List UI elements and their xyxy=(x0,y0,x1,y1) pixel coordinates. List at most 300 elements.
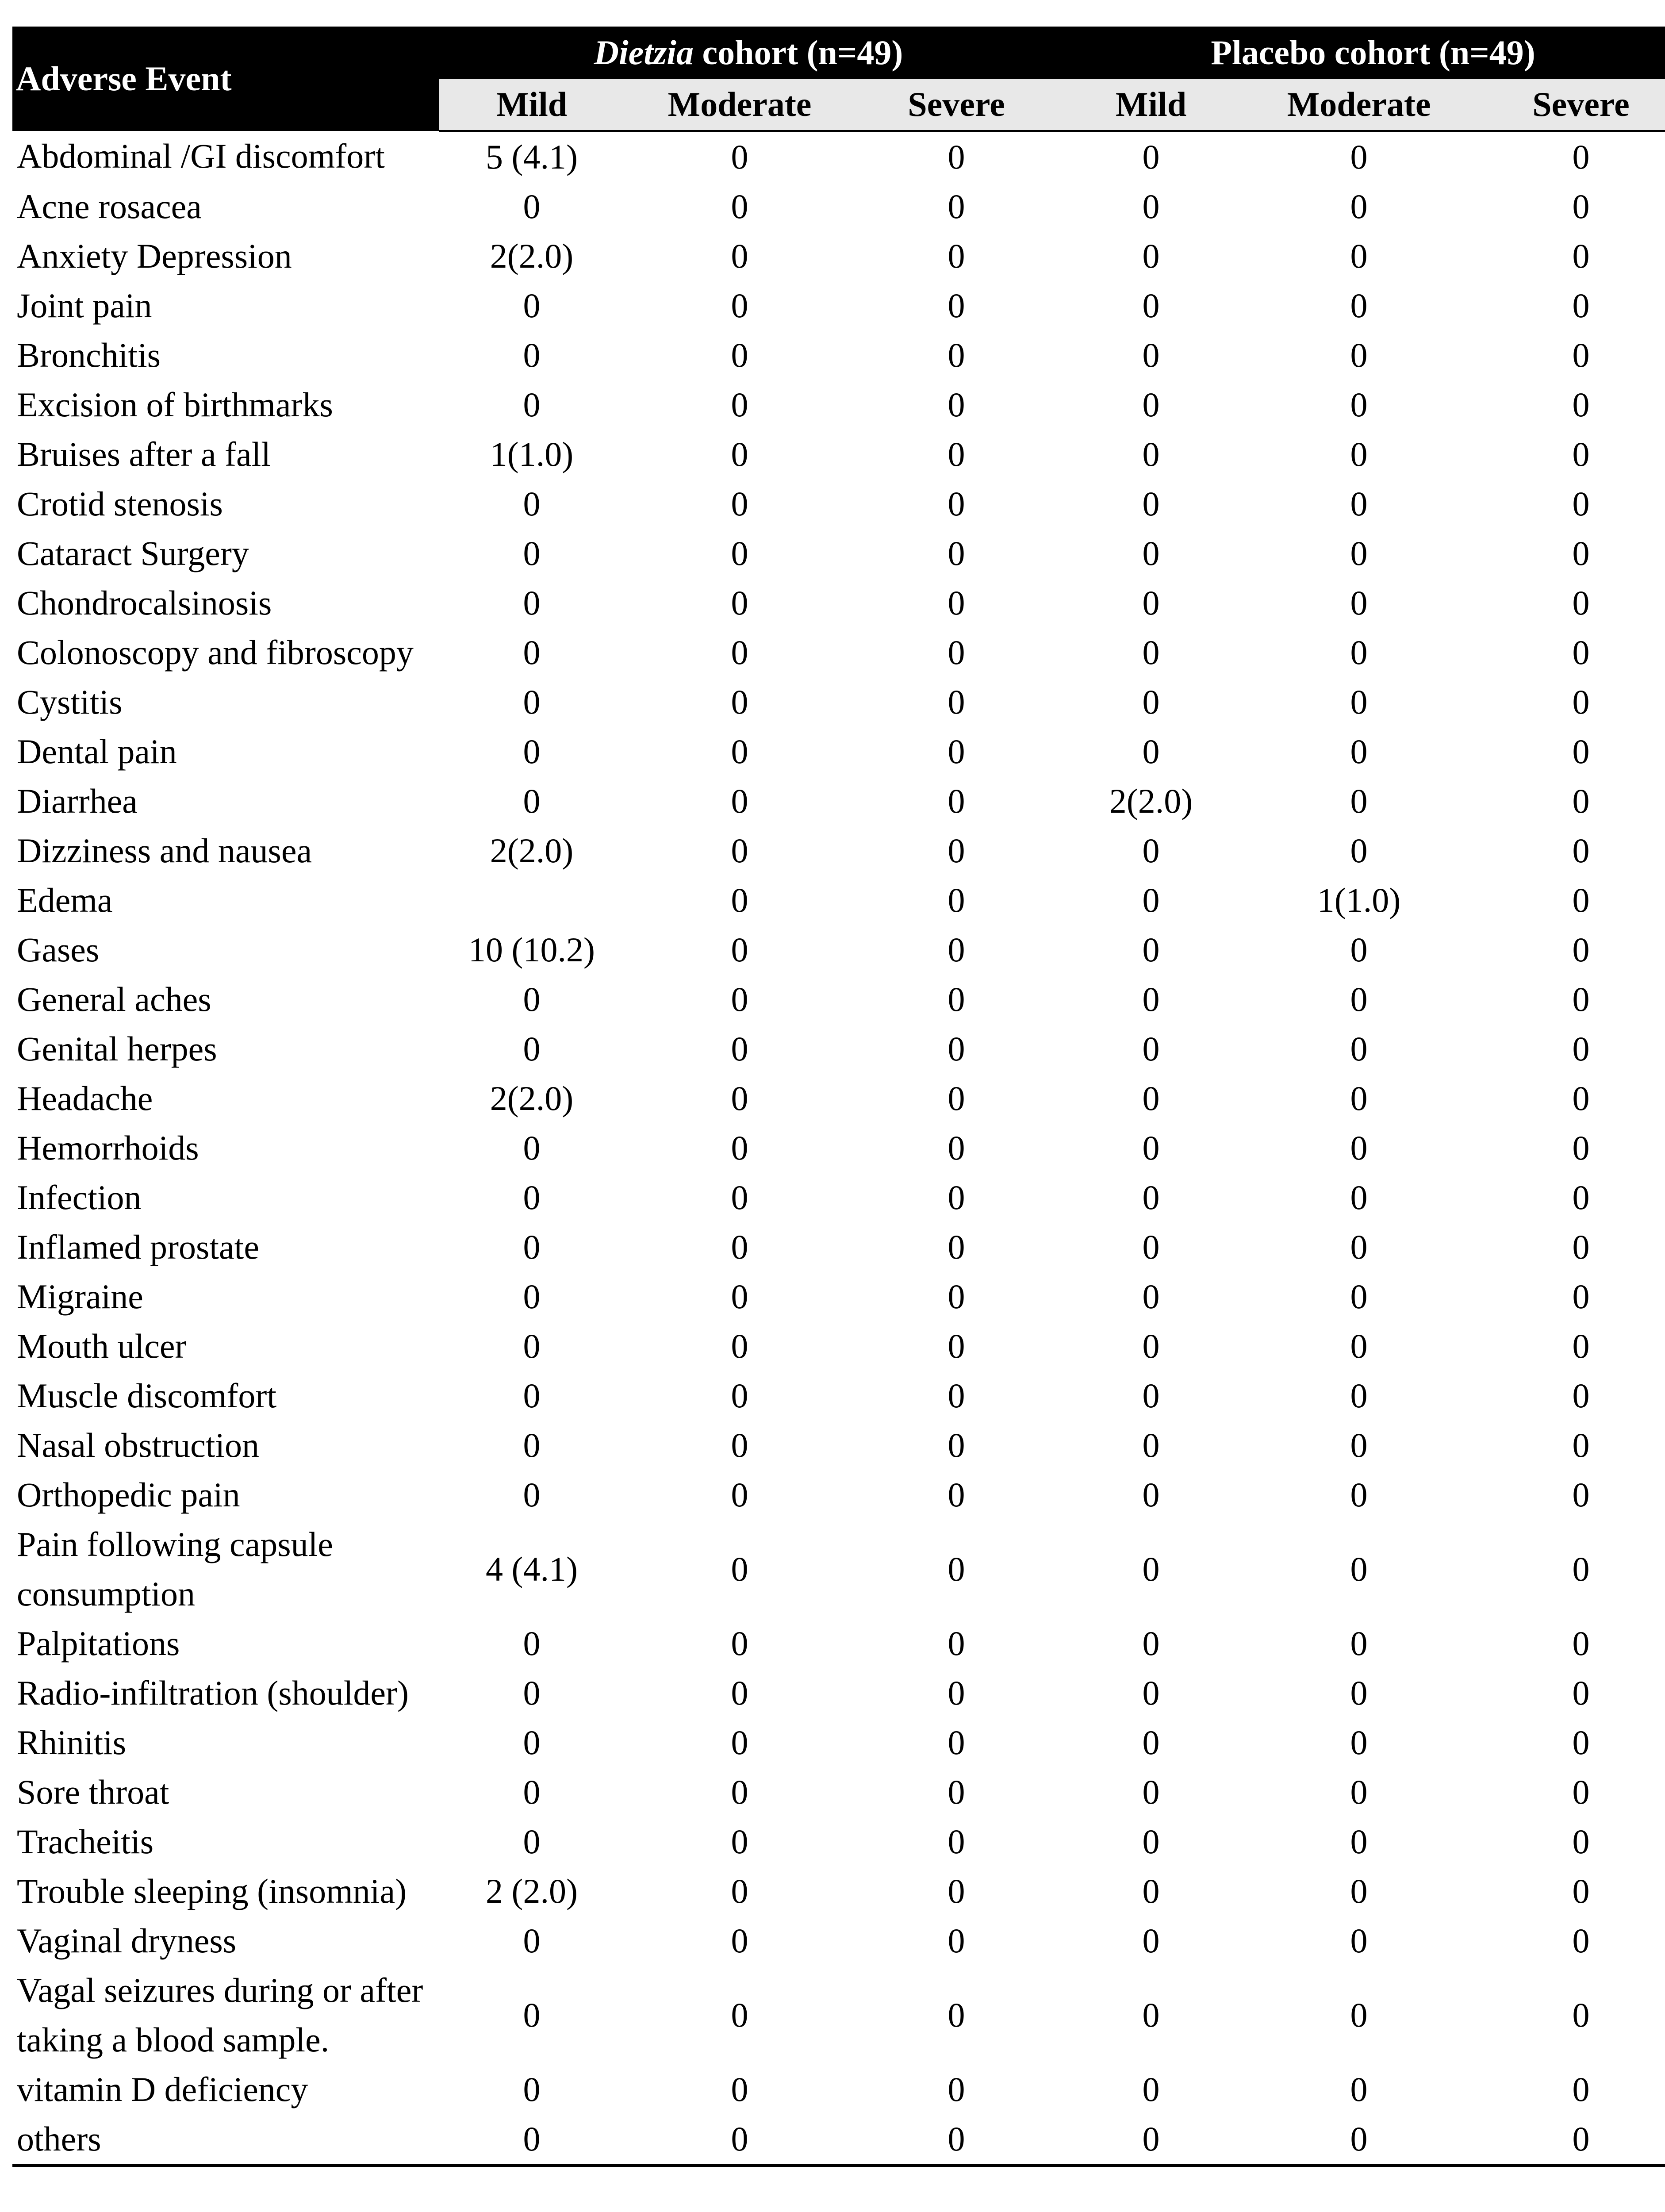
dietzia-mild-cell: 0 xyxy=(523,1995,541,2034)
table-row xyxy=(12,1718,1665,1767)
placebo-mild-cell: 0 xyxy=(1142,335,1160,374)
placebo-mild-cell: 0 xyxy=(1142,732,1160,771)
dietzia-moderate-cell: 0 xyxy=(731,1475,748,1514)
adverse-event-cell: Vaginal dryness xyxy=(17,1921,237,1960)
dietzia-moderate-cell: 0 xyxy=(731,1772,748,1811)
table-row xyxy=(12,529,1665,578)
placebo-moderate-cell: 0 xyxy=(1350,1277,1368,1316)
placebo-mild-cell: 0 xyxy=(1142,187,1160,226)
table-row xyxy=(12,578,1665,628)
dietzia-moderate-cell: 0 xyxy=(731,286,748,325)
dietzia-severe-cell: 0 xyxy=(948,2070,965,2108)
dietzia-mild-cell: 0 xyxy=(523,1178,541,1217)
placebo-severe-cell: 0 xyxy=(1572,1822,1590,1861)
dietzia-mild-cell: 0 xyxy=(523,1277,541,1316)
placebo-severe-cell: 0 xyxy=(1572,1475,1590,1514)
placebo-severe-header: Severe xyxy=(1474,79,1665,131)
dietzia-mild-cell: 5 (4.1) xyxy=(486,137,578,176)
dietzia-moderate-cell: 0 xyxy=(625,2114,855,2166)
placebo-severe-cell: 0 xyxy=(1572,1079,1590,1118)
dietzia-severe-cell: 0 xyxy=(948,385,965,424)
table-row xyxy=(12,1520,1665,1619)
placebo-moderate-cell: 1(1.0) xyxy=(1317,880,1401,919)
dietzia-severe-cell: 0 xyxy=(948,831,965,870)
table-row xyxy=(12,1222,1665,1272)
placebo-severe-cell: 0 xyxy=(1572,781,1590,820)
dietzia-severe-cell: 0 xyxy=(948,1079,965,1118)
dietzia-severe-cell: 0 xyxy=(948,1995,965,2034)
dietzia-moderate-cell: 0 xyxy=(731,1326,748,1365)
table-row xyxy=(12,1321,1665,1371)
dietzia-severe-cell: 0 xyxy=(948,1227,965,1266)
adverse-event-cell: Chondrocalsinosis xyxy=(17,583,272,622)
adverse-event-cell: Crotid stenosis xyxy=(17,484,223,523)
placebo-mild-cell: 0 xyxy=(1142,682,1160,721)
table-row xyxy=(12,1371,1665,1421)
placebo-mild-cell: 0 xyxy=(1142,1921,1160,1960)
placebo-moderate-cell: 0 xyxy=(1350,2070,1368,2108)
dietzia-severe-cell: 0 xyxy=(948,979,965,1018)
dietzia-mild-cell: 0 xyxy=(523,1475,541,1514)
adverse-event-cell: Bruises after a fall xyxy=(17,434,271,473)
placebo-mild-cell: 0 xyxy=(1142,1673,1160,1712)
dietzia-severe-cell: 0 xyxy=(948,682,965,721)
dietzia-severe-cell: 0 xyxy=(948,1723,965,1762)
adverse-event-cell: Dizziness and nausea xyxy=(17,831,312,870)
placebo-moderate-cell: 0 xyxy=(1350,781,1368,820)
placebo-moderate-cell: 0 xyxy=(1350,583,1368,622)
dietzia-severe-cell: 0 xyxy=(948,732,965,771)
dietzia-moderate-cell: 0 xyxy=(731,1921,748,1960)
dietzia-moderate-cell: 0 xyxy=(731,1178,748,1217)
dietzia-moderate-cell: 0 xyxy=(731,187,748,226)
table-row xyxy=(12,1470,1665,1520)
dietzia-moderate-cell: 0 xyxy=(731,1723,748,1762)
dietzia-severe-cell: 0 xyxy=(948,187,965,226)
dietzia-severe-cell: 0 xyxy=(948,534,965,572)
placebo-severe-cell: 0 xyxy=(1572,682,1590,721)
placebo-severe-cell: 0 xyxy=(1572,2070,1590,2108)
dietzia-moderate-cell: 0 xyxy=(731,434,748,473)
adverse-event-cell: Anxiety Depression xyxy=(17,236,292,275)
table-row xyxy=(12,380,1665,430)
table-row xyxy=(12,281,1665,330)
dietzia-severe-cell: 0 xyxy=(948,633,965,672)
dietzia-severe-cell: 0 xyxy=(948,1326,965,1365)
placebo-moderate-cell: 0 xyxy=(1350,1029,1368,1068)
adverse-event-cell: Cystitis xyxy=(17,682,123,721)
placebo-moderate-cell: 0 xyxy=(1350,484,1368,523)
adverse-event-cell: others xyxy=(12,2114,439,2166)
adverse-event-cell: Joint pain xyxy=(17,286,152,325)
dietzia-mild-cell xyxy=(439,876,625,925)
dietzia-severe-cell: 0 xyxy=(948,1376,965,1415)
dietzia-moderate-cell: 0 xyxy=(731,682,748,721)
placebo-moderate-cell: 0 xyxy=(1350,930,1368,969)
dietzia-mild-cell: 2(2.0) xyxy=(490,236,574,275)
dietzia-moderate-cell: 0 xyxy=(731,1128,748,1167)
table-row xyxy=(12,975,1665,1024)
dietzia-severe-cell: 0 xyxy=(948,1921,965,1960)
placebo-moderate-cell: 0 xyxy=(1350,1178,1368,1217)
placebo-moderate-cell: 0 xyxy=(1350,286,1368,325)
dietzia-moderate-cell: 0 xyxy=(731,880,748,919)
adverse-event-cell: Sore throat xyxy=(17,1772,169,1811)
dietzia-moderate-cell: 0 xyxy=(731,1822,748,1861)
dietzia-mild-cell: 2(2.0) xyxy=(490,831,574,870)
placebo-moderate-cell: 0 xyxy=(1350,534,1368,572)
placebo-mild-cell: 0 xyxy=(1142,137,1160,176)
placebo-severe-cell: 0 xyxy=(1474,2114,1665,2166)
placebo-mild-cell: 0 xyxy=(1142,484,1160,523)
dietzia-mild-cell: 0 xyxy=(523,1772,541,1811)
dietzia-mild-cell: 0 xyxy=(523,2070,541,2108)
table-row xyxy=(12,479,1665,529)
dietzia-moderate-cell: 0 xyxy=(731,1376,748,1415)
placebo-mild-cell: 0 xyxy=(1142,1822,1160,1861)
placebo-severe-cell: 0 xyxy=(1572,633,1590,672)
placebo-mild-cell: 0 xyxy=(1142,1624,1160,1663)
placebo-moderate-cell: 0 xyxy=(1350,1624,1368,1663)
dietzia-mild-cell: 0 xyxy=(523,1723,541,1762)
dietzia-severe-cell: 0 xyxy=(948,1178,965,1217)
dietzia-mild-cell: 4 (4.1) xyxy=(486,1549,578,1588)
placebo-severe-cell: 0 xyxy=(1572,1723,1590,1762)
dietzia-moderate-cell: 0 xyxy=(731,781,748,820)
placebo-mild-cell: 0 xyxy=(1142,633,1160,672)
dietzia-mild-cell: 0 xyxy=(439,2114,625,2166)
dietzia-moderate-cell: 0 xyxy=(731,583,748,622)
placebo-mild-cell: 0 xyxy=(1142,880,1160,919)
placebo-moderate-cell: 0 xyxy=(1350,137,1368,176)
table-row xyxy=(12,231,1665,281)
table-row xyxy=(12,925,1665,975)
adverse-event-cell: Genital herpes xyxy=(17,1029,217,1068)
placebo-moderate-header: Moderate xyxy=(1244,79,1474,131)
adverse-event-cell: Colonoscopy and fibroscopy xyxy=(17,633,414,672)
adverse-event-cell: Mouth ulcer xyxy=(17,1326,187,1365)
placebo-severe-cell: 0 xyxy=(1572,1995,1590,2034)
placebo-moderate-cell: 0 xyxy=(1350,633,1368,672)
placebo-severe-cell: 0 xyxy=(1572,335,1590,374)
table-header xyxy=(12,27,1665,131)
placebo-moderate-cell: 0 xyxy=(1350,236,1368,275)
dietzia-severe-cell: 0 xyxy=(948,1624,965,1663)
dietzia-mild-cell: 0 xyxy=(523,187,541,226)
dietzia-mild-cell: 0 xyxy=(523,1128,541,1167)
placebo-severe-cell: 0 xyxy=(1572,880,1590,919)
adverse-event-cell: Pain following capsule consumption xyxy=(17,1525,333,1613)
dietzia-mild-cell: 0 xyxy=(523,1673,541,1712)
dietzia-moderate-cell: 0 xyxy=(731,1871,748,1910)
placebo-moderate-cell: 0 xyxy=(1350,1475,1368,1514)
dietzia-moderate-cell: 0 xyxy=(731,236,748,275)
adverse-event-cell: Bronchitis xyxy=(17,335,161,374)
placebo-mild-cell: 0 xyxy=(1142,1723,1160,1762)
placebo-severe-cell: 0 xyxy=(1572,534,1590,572)
placebo-moderate-cell: 0 xyxy=(1350,335,1368,374)
placebo-cohort-header: Placebo cohort (n=49) xyxy=(1058,27,1665,79)
dietzia-severe-cell: 0 xyxy=(948,1425,965,1464)
placebo-severe-cell: 0 xyxy=(1572,236,1590,275)
placebo-severe-cell: 0 xyxy=(1572,732,1590,771)
dietzia-severe-cell: 0 xyxy=(948,880,965,919)
table-body xyxy=(12,131,1665,2165)
table-row xyxy=(12,1024,1665,1074)
dietzia-moderate-cell: 0 xyxy=(731,484,748,523)
adverse-event-cell: vitamin D deficiency xyxy=(17,2070,308,2108)
dietzia-moderate-cell: 0 xyxy=(731,137,748,176)
dietzia-moderate-cell: 0 xyxy=(731,1549,748,1588)
dietzia-moderate-cell: 0 xyxy=(731,831,748,870)
dietzia-severe-cell: 0 xyxy=(948,1673,965,1712)
dietzia-severe-cell: 0 xyxy=(948,1029,965,1068)
placebo-moderate-cell: 0 xyxy=(1350,1227,1368,1266)
dietzia-severe-cell: 0 xyxy=(948,1277,965,1316)
dietzia-mild-cell: 0 xyxy=(523,534,541,572)
dietzia-mild-cell: 0 xyxy=(523,1326,541,1365)
dietzia-mild-cell: 1(1.0) xyxy=(490,434,574,473)
table-row xyxy=(12,677,1665,727)
placebo-severe-cell: 0 xyxy=(1572,1376,1590,1415)
adverse-event-cell: Dental pain xyxy=(17,732,177,771)
table-row xyxy=(12,876,1665,925)
table-row xyxy=(12,330,1665,380)
table-row xyxy=(12,430,1665,479)
table-row xyxy=(12,1074,1665,1123)
placebo-moderate-cell: 0 xyxy=(1350,1871,1368,1910)
placebo-mild-cell: 0 xyxy=(1142,385,1160,424)
placebo-moderate-cell: 0 xyxy=(1350,434,1368,473)
dietzia-moderate-cell: 0 xyxy=(731,385,748,424)
placebo-severe-cell: 0 xyxy=(1572,385,1590,424)
dietzia-mild-cell: 0 xyxy=(523,286,541,325)
placebo-severe-cell: 0 xyxy=(1572,137,1590,176)
dietzia-moderate-cell: 0 xyxy=(731,633,748,672)
placebo-severe-cell: 0 xyxy=(1572,1128,1590,1167)
placebo-severe-cell: 0 xyxy=(1572,434,1590,473)
table-row xyxy=(12,1767,1665,1817)
dietzia-severe-cell: 0 xyxy=(855,2114,1058,2166)
dietzia-severe-cell: 0 xyxy=(948,335,965,374)
adverse-event-cell: Headache xyxy=(17,1079,153,1118)
placebo-mild-cell: 0 xyxy=(1142,930,1160,969)
placebo-mild-cell: 0 xyxy=(1142,534,1160,572)
placebo-severe-cell: 0 xyxy=(1572,831,1590,870)
adverse-event-cell: Acne rosacea xyxy=(17,187,202,226)
dietzia-severe-cell: 0 xyxy=(948,236,965,275)
placebo-moderate-cell: 0 xyxy=(1350,1921,1368,1960)
placebo-mild-cell: 0 xyxy=(1142,434,1160,473)
adverse-event-cell: Nasal obstruction xyxy=(17,1425,260,1464)
dietzia-mild-cell: 0 xyxy=(523,1376,541,1415)
table-row xyxy=(12,1817,1665,1866)
placebo-mild-cell: 0 xyxy=(1142,1128,1160,1167)
table-row xyxy=(12,2065,1665,2114)
dietzia-mild-cell: 0 xyxy=(523,682,541,721)
adverse-event-header: Adverse Event xyxy=(12,27,439,131)
adverse-event-cell: Muscle discomfort xyxy=(17,1376,277,1415)
placebo-severe-cell: 0 xyxy=(1572,484,1590,523)
placebo-severe-cell: 0 xyxy=(1572,979,1590,1018)
adverse-event-cell: Trouble sleeping (insomnia) xyxy=(17,1871,407,1910)
dietzia-severe-cell: 0 xyxy=(948,1772,965,1811)
dietzia-mild-cell: 10 (10.2) xyxy=(468,930,595,969)
adverse-event-cell: Tracheitis xyxy=(17,1822,154,1861)
dietzia-mild-cell: 0 xyxy=(523,335,541,374)
dietzia-moderate-cell: 0 xyxy=(731,335,748,374)
adverse-events-table xyxy=(12,27,1665,2167)
dietzia-severe-cell: 0 xyxy=(948,484,965,523)
placebo-severe-cell: 0 xyxy=(1572,930,1590,969)
table-row xyxy=(12,776,1665,826)
adverse-event-cell: Edema xyxy=(17,880,113,919)
dietzia-mild-cell: 0 xyxy=(523,583,541,622)
table-row xyxy=(12,1272,1665,1321)
dietzia-mild-cell: 0 xyxy=(523,1425,541,1464)
table-row xyxy=(12,1421,1665,1470)
adverse-event-cell: Radio-infiltration (shoulder) xyxy=(17,1673,409,1712)
placebo-severe-cell: 0 xyxy=(1572,1029,1590,1068)
table-row xyxy=(12,1668,1665,1718)
table-row xyxy=(12,628,1665,677)
placebo-moderate-cell: 0 xyxy=(1350,979,1368,1018)
dietzia-mild-cell: 0 xyxy=(523,633,541,672)
dietzia-moderate-cell: 0 xyxy=(731,930,748,969)
dietzia-severe-cell: 0 xyxy=(948,434,965,473)
placebo-severe-cell: 0 xyxy=(1572,1921,1590,1960)
placebo-mild-header: Mild xyxy=(1058,79,1244,131)
dietzia-severe-cell: 0 xyxy=(948,1549,965,1588)
placebo-severe-cell: 0 xyxy=(1572,1673,1590,1712)
adverse-event-cell: Hemorrhoids xyxy=(17,1128,199,1167)
dietzia-moderate-cell: 0 xyxy=(731,1227,748,1266)
dietzia-severe-header: Severe xyxy=(855,79,1058,131)
adverse-event-cell: Inflamed prostate xyxy=(17,1227,259,1266)
placebo-moderate-cell: 0 xyxy=(1350,1128,1368,1167)
placebo-moderate-cell: 0 xyxy=(1350,1723,1368,1762)
placebo-severe-cell: 0 xyxy=(1572,286,1590,325)
table-row xyxy=(12,1619,1665,1668)
placebo-mild-cell: 0 xyxy=(1142,831,1160,870)
dietzia-moderate-cell: 0 xyxy=(731,534,748,572)
adverse-event-cell: Excision of birthmarks xyxy=(17,385,333,424)
placebo-severe-cell: 0 xyxy=(1572,1227,1590,1266)
dietzia-mild-cell: 0 xyxy=(523,1921,541,1960)
dietzia-severe-cell: 0 xyxy=(948,1128,965,1167)
placebo-mild-cell: 0 xyxy=(1142,1475,1160,1514)
placebo-mild-cell: 0 xyxy=(1142,286,1160,325)
placebo-moderate-cell: 0 xyxy=(1350,1673,1368,1712)
placebo-severe-cell: 0 xyxy=(1572,187,1590,226)
adverse-event-cell: Palpitations xyxy=(17,1624,180,1663)
placebo-mild-cell: 0 xyxy=(1142,1772,1160,1811)
dietzia-moderate-cell: 0 xyxy=(731,1673,748,1712)
dietzia-severe-cell: 0 xyxy=(948,583,965,622)
dietzia-severe-cell: 0 xyxy=(948,1871,965,1910)
dietzia-mild-cell: 2 (2.0) xyxy=(486,1871,578,1910)
dietzia-mild-header: Mild xyxy=(439,79,625,131)
placebo-severe-cell: 0 xyxy=(1572,1549,1590,1588)
placebo-moderate-cell: 0 xyxy=(1350,187,1368,226)
placebo-severe-cell: 0 xyxy=(1572,1425,1590,1464)
table-row xyxy=(12,1866,1665,1916)
dietzia-mild-cell: 0 xyxy=(523,385,541,424)
adverse-event-cell: Infection xyxy=(17,1178,142,1217)
placebo-mild-cell: 0 xyxy=(1142,1079,1160,1118)
placebo-mild-cell: 2(2.0) xyxy=(1109,781,1193,820)
dietzia-mild-cell: 0 xyxy=(523,1227,541,1266)
table-row xyxy=(12,1966,1665,2065)
adverse-event-cell: Vagal seizures during or after taking a blood sample. xyxy=(17,1970,423,2059)
placebo-mild-cell: 0 xyxy=(1142,1029,1160,1068)
placebo-mild-cell: 0 xyxy=(1142,979,1160,1018)
placebo-severe-cell: 0 xyxy=(1572,1871,1590,1910)
table-row xyxy=(12,1123,1665,1173)
dietzia-moderate-header: Moderate xyxy=(625,79,855,131)
dietzia-severe-cell: 0 xyxy=(948,1475,965,1514)
dietzia-mild-cell: 0 xyxy=(523,1029,541,1068)
placebo-mild-cell: 0 xyxy=(1142,1376,1160,1415)
dietzia-moderate-cell: 0 xyxy=(731,1425,748,1464)
dietzia-severe-cell: 0 xyxy=(948,286,965,325)
placebo-moderate-cell: 0 xyxy=(1350,1549,1368,1588)
dietzia-cohort-header xyxy=(439,27,1058,79)
adverse-event-cell: Rhinitis xyxy=(17,1723,127,1762)
dietzia-cohort-size: cohort (n=49) xyxy=(693,33,903,72)
placebo-moderate-cell: 0 xyxy=(1350,1822,1368,1861)
placebo-severe-cell: 0 xyxy=(1572,1277,1590,1316)
dietzia-severe-cell: 0 xyxy=(948,1822,965,1861)
table-row xyxy=(12,131,1665,182)
adverse-event-cell: Diarrhea xyxy=(17,781,138,820)
placebo-moderate-cell: 0 xyxy=(1350,1376,1368,1415)
placebo-moderate-cell: 0 xyxy=(1244,2114,1474,2166)
table-row xyxy=(12,826,1665,876)
header-group-row xyxy=(12,27,1665,79)
adverse-event-cell: Gases xyxy=(17,930,100,969)
dietzia-severe-cell: 0 xyxy=(948,781,965,820)
dietzia-severe-cell: 0 xyxy=(948,137,965,176)
placebo-moderate-cell: 0 xyxy=(1350,385,1368,424)
dietzia-moderate-cell: 0 xyxy=(731,1995,748,2034)
placebo-mild-cell: 0 xyxy=(1142,1425,1160,1464)
placebo-mild-cell: 0 xyxy=(1142,1277,1160,1316)
dietzia-moderate-cell: 0 xyxy=(731,1079,748,1118)
dietzia-moderate-cell: 0 xyxy=(731,1277,748,1316)
dietzia-mild-cell: 0 xyxy=(523,732,541,771)
dietzia-severe-cell: 0 xyxy=(948,930,965,969)
dietzia-mild-cell: 0 xyxy=(523,1624,541,1663)
placebo-severe-cell: 0 xyxy=(1572,1624,1590,1663)
placebo-moderate-cell: 0 xyxy=(1350,1079,1368,1118)
placebo-moderate-cell: 0 xyxy=(1350,1425,1368,1464)
placebo-moderate-cell: 0 xyxy=(1350,682,1368,721)
table-row xyxy=(12,727,1665,776)
table-row xyxy=(12,182,1665,231)
placebo-mild-cell: 0 xyxy=(1142,1326,1160,1365)
table-row xyxy=(12,2114,1665,2166)
placebo-mild-cell: 0 xyxy=(1058,2114,1244,2166)
dietzia-moderate-cell: 0 xyxy=(731,1029,748,1068)
placebo-moderate-cell: 0 xyxy=(1350,1995,1368,2034)
placebo-mild-cell: 0 xyxy=(1142,1995,1160,2034)
table-row xyxy=(12,1173,1665,1222)
placebo-mild-cell: 0 xyxy=(1142,583,1160,622)
placebo-moderate-cell: 0 xyxy=(1350,1772,1368,1811)
dietzia-mild-cell: 0 xyxy=(523,781,541,820)
placebo-severe-cell: 0 xyxy=(1572,583,1590,622)
